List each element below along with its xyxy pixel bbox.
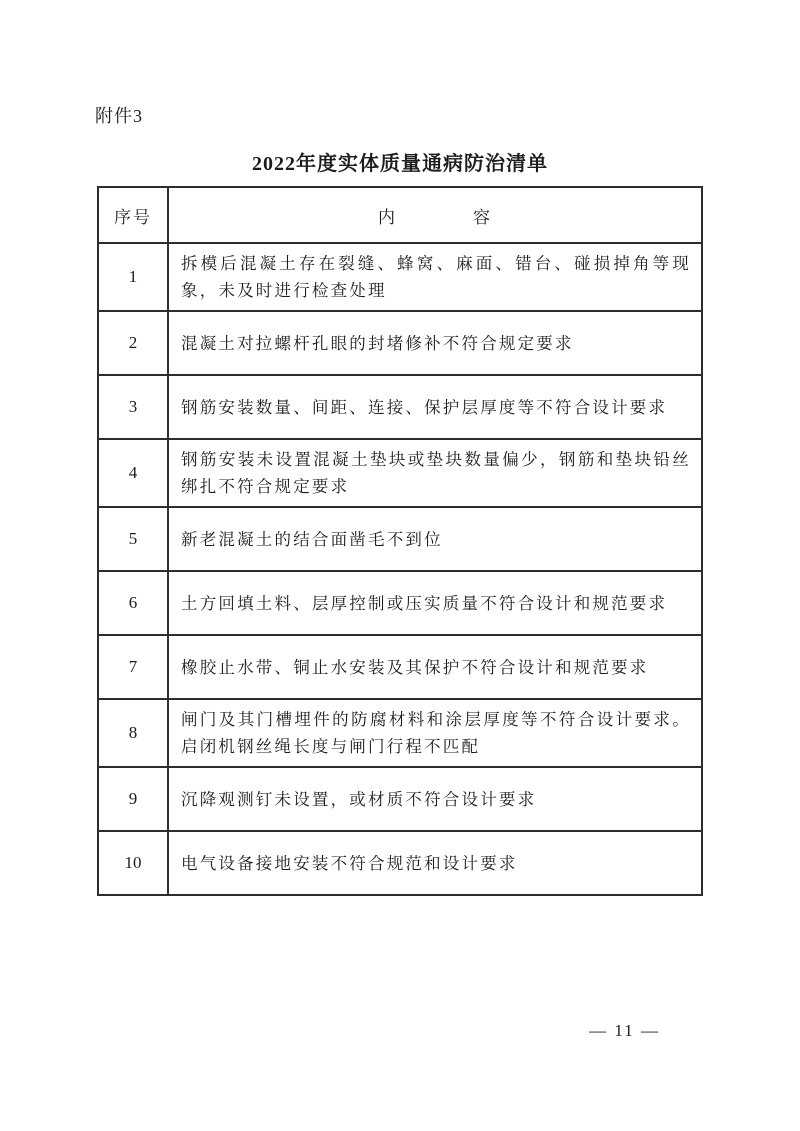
row-number-cell: 10 bbox=[98, 831, 168, 895]
document-title: 2022年度实体质量通病防治清单 bbox=[252, 153, 548, 175]
row-content-cell: 橡胶止水带、铜止水安装及其保护不符合设计和规范要求 bbox=[168, 635, 702, 699]
page-number: — 11 — bbox=[589, 1021, 660, 1040]
row-content-cell: 土方回填土料、层厚控制或压实质量不符合设计和规范要求 bbox=[168, 571, 702, 635]
table-row bbox=[98, 507, 702, 571]
row-content-cell: 钢筋安装数量、间距、连接、保护层厚度等不符合设计要求 bbox=[168, 375, 702, 439]
table-row bbox=[98, 767, 702, 831]
row-content-cell: 沉降观测钉未设置，或材质不符合设计要求 bbox=[168, 767, 702, 831]
row-content-cell: 闸门及其门槽埋件的防腐材料和涂层厚度等不符合设计要求。启闭机钢丝绳长度与闸门行程不匹配 bbox=[168, 699, 702, 767]
table-row bbox=[98, 375, 702, 439]
issues-table bbox=[97, 186, 703, 896]
row-number-cell: 6 bbox=[98, 571, 168, 635]
row-number-cell: 8 bbox=[98, 699, 168, 767]
table-row bbox=[98, 831, 702, 895]
table-row bbox=[98, 243, 702, 311]
row-content-cell: 拆模后混凝土存在裂缝、蜂窝、麻面、错台、碰损掉角等现象，未及时进行检查处理 bbox=[168, 243, 702, 311]
row-number-cell: 3 bbox=[98, 375, 168, 439]
row-content-cell: 新老混凝土的结合面凿毛不到位 bbox=[168, 507, 702, 571]
row-number-cell: 5 bbox=[98, 507, 168, 571]
table-row bbox=[98, 699, 702, 767]
row-content-cell: 混凝土对拉螺杆孔眼的封堵修补不符合规定要求 bbox=[168, 311, 702, 375]
table-row bbox=[98, 439, 702, 507]
header-cell-no: 序号 bbox=[98, 187, 168, 243]
header-cell-content: 内 容 bbox=[168, 187, 702, 243]
row-content-cell: 电气设备接地安装不符合规范和设计要求 bbox=[168, 831, 702, 895]
row-number-cell: 1 bbox=[98, 243, 168, 311]
row-content-cell: 钢筋安装未设置混凝土垫块或垫块数量偏少，钢筋和垫块铅丝绑扎不符合规定要求 bbox=[168, 439, 702, 507]
row-number-cell: 2 bbox=[98, 311, 168, 375]
table-row bbox=[98, 311, 702, 375]
table-row bbox=[98, 635, 702, 699]
row-number-cell: 7 bbox=[98, 635, 168, 699]
attachment-label: 附件3 bbox=[95, 106, 143, 126]
table-row bbox=[98, 571, 702, 635]
table-header-row bbox=[98, 187, 702, 243]
row-number-cell: 9 bbox=[98, 767, 168, 831]
row-number-cell: 4 bbox=[98, 439, 168, 507]
